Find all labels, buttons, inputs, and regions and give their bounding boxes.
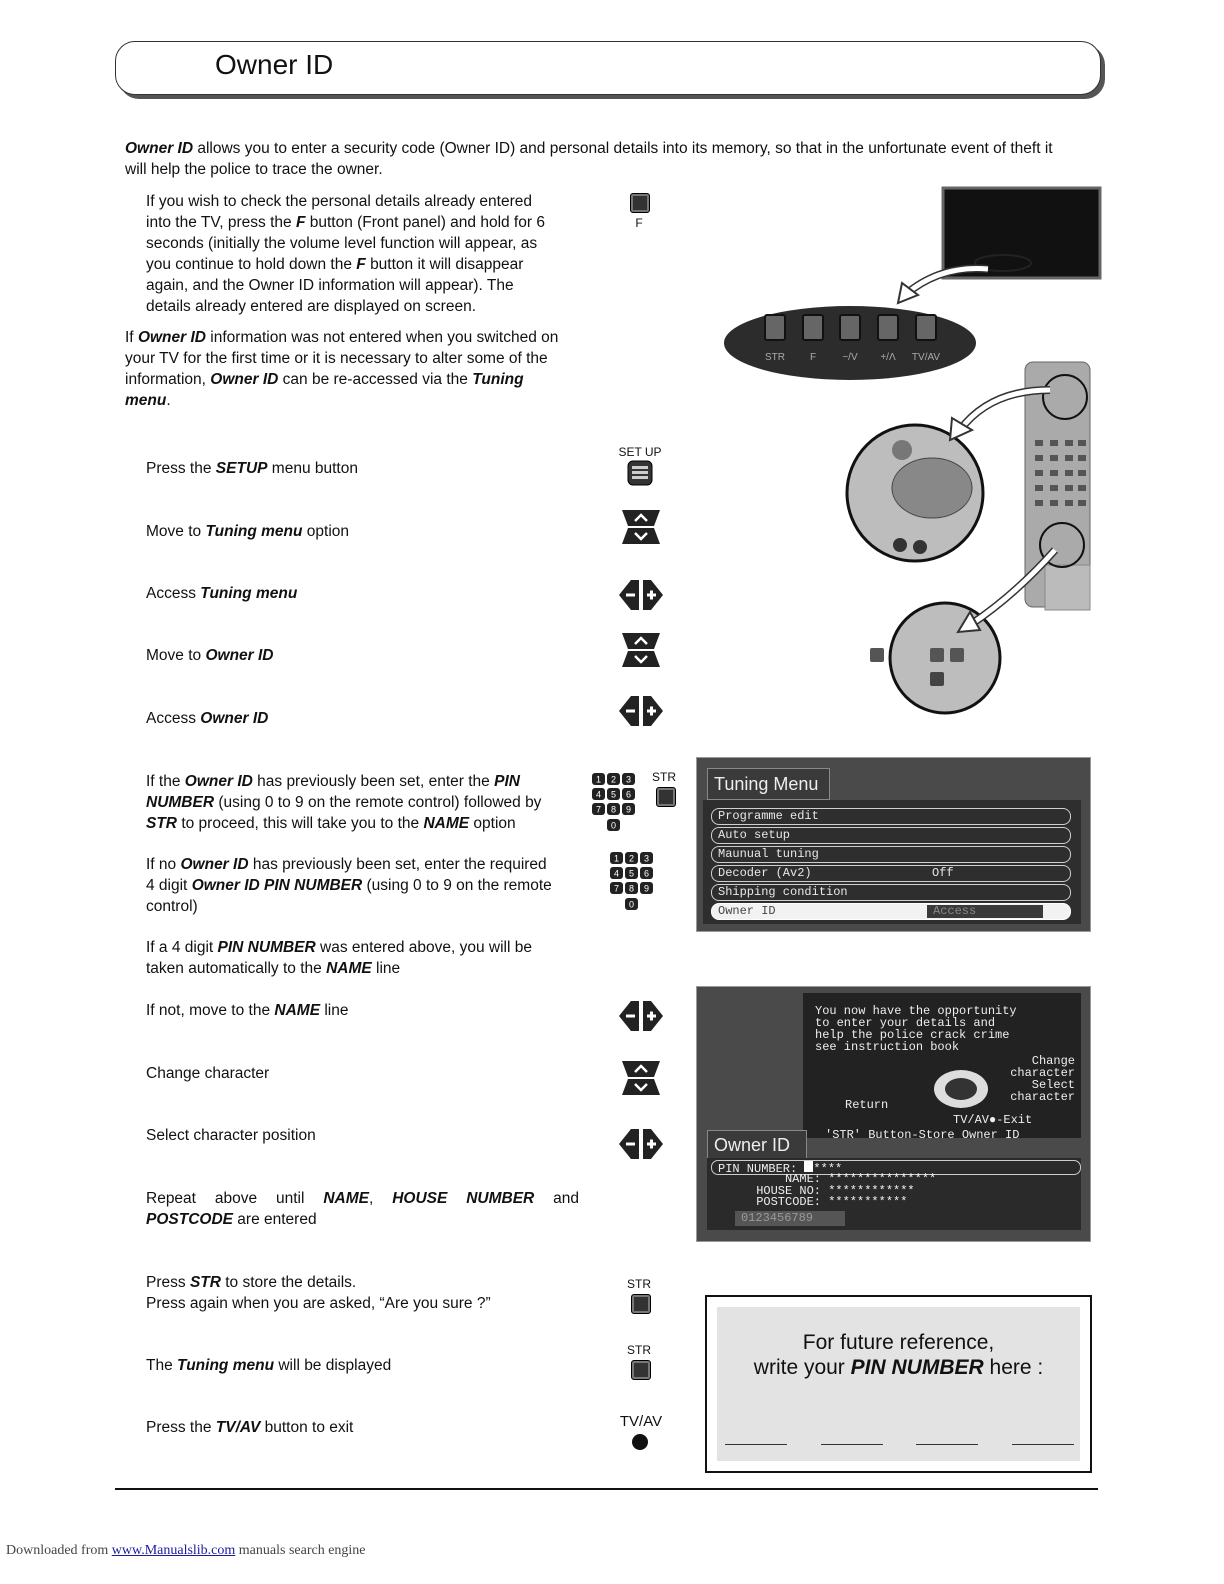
step-setup: Press the SETUP menu button — [146, 460, 358, 477]
tuning-menu-screen — [696, 757, 1091, 932]
str-label: STR — [652, 770, 676, 784]
name-row: NAME: *************** — [784, 1172, 937, 1186]
step-select-position: Select character position — [146, 1127, 316, 1144]
step-store: Press STR to store the details. Press again when you are asked, “Are you sure ?” — [146, 1274, 491, 1312]
character-selector: 0123456789 — [735, 1211, 845, 1226]
step-access-owner: Access Owner ID — [146, 710, 269, 727]
tvav-button-icon — [632, 1434, 648, 1450]
panel-label-plus: +/Λ — [880, 352, 896, 363]
step-enter-pin-existing: If the Owner ID has previously been set, enter the PIN NUMBER (using 0 to 9 on the remote control) followed by STR to proceed, this will take you to the NAME option — [146, 773, 542, 832]
panel-label-minus: −/V — [842, 352, 858, 363]
svg-text:7: 7 — [595, 804, 602, 815]
pin-blank-4 — [1012, 1444, 1074, 1445]
footer: Downloaded from www.Manualslib.com manuals search engine — [6, 1543, 366, 1558]
svg-text:1: 1 — [613, 853, 620, 864]
owner-id-header: Owner ID — [707, 1130, 807, 1160]
svg-text:6: 6 — [625, 789, 632, 800]
step-access-tuning: Access Tuning menu — [146, 585, 298, 602]
setup-button-icon — [627, 460, 653, 486]
change-character-hint: Change character Select character — [1010, 1054, 1075, 1104]
menu-row-decoder: Decoder (Av2) Off — [711, 865, 1071, 882]
svg-text:9: 9 — [643, 883, 650, 894]
step-auto-name: If a 4 digit PIN NUMBER was entered above, you will be taken automatically to the NAME line — [146, 939, 532, 977]
house-row: HOUSE NO: ************ — [756, 1184, 915, 1198]
up-down-arrows-icon — [620, 631, 662, 669]
owner-id-screen — [696, 986, 1091, 1242]
numeric-keypad-icon — [592, 773, 638, 833]
step-exit: Press the TV/AV button to exit — [146, 1419, 354, 1436]
str-button-icon — [631, 1360, 651, 1380]
menu-row-auto-setup: Auto setup — [711, 827, 1071, 844]
svg-text:1: 1 — [595, 774, 602, 785]
up-down-arrows-icon — [620, 1059, 662, 1097]
minus-plus-arrows-icon — [617, 694, 665, 728]
pin-blank-2 — [821, 1444, 883, 1445]
svg-text:6: 6 — [643, 868, 650, 879]
owner-id-info-text: You now have the opportunity to enter your details and help the police crack crime see instruction book — [815, 1004, 1017, 1054]
svg-text:3: 3 — [643, 853, 650, 864]
pin-blank-1 — [725, 1444, 787, 1445]
svg-text:5: 5 — [628, 868, 635, 879]
remote-control-illustration — [840, 360, 1095, 745]
step-move-tuning: Move to Tuning menu option — [146, 523, 350, 540]
menu-row-programme-edit: Programme edit — [711, 808, 1071, 825]
str-label: STR — [627, 1277, 651, 1291]
svg-text:8: 8 — [610, 804, 617, 815]
svg-text:3: 3 — [625, 774, 632, 785]
svg-text:2: 2 — [610, 774, 617, 785]
menu-row-shipping: Shipping condition — [711, 884, 1071, 901]
panel-label-str: STR — [765, 352, 785, 363]
manualslib-link[interactable]: www.Manualslib.com — [111, 1543, 236, 1558]
step-enter-pin-new: If no Owner ID has previously been set, enter the required 4 digit Owner ID PIN NUMBER (using 0 to 9 on the remote control) — [146, 856, 552, 915]
exit-hint: TV/AV●-Exit — [953, 1113, 1033, 1127]
svg-text:8: 8 — [628, 883, 635, 894]
setup-label: SET UP — [618, 445, 662, 459]
tuning-menu-header: Tuning Menu — [707, 768, 830, 800]
menu-row-manual-tuning: Maunual tuning — [711, 846, 1071, 863]
return-hint: Return — [845, 1098, 889, 1112]
step-repeat: Repeat above until NAME, HOUSE NUMBER and POSTCODE are entered — [146, 1190, 580, 1228]
tv-front-panel-illustration — [720, 185, 1105, 385]
f-button-icon — [630, 193, 650, 213]
tvav-label: TV/AV — [619, 1413, 663, 1430]
pin-blank-3 — [916, 1444, 978, 1445]
svg-text:7: 7 — [613, 883, 620, 894]
minus-plus-arrows-icon — [617, 578, 665, 612]
numeric-keypad-icon — [610, 852, 656, 912]
check-paragraph: If you wish to check the personal details already entered into the TV, press the F button (Front panel) and hold for 6 seconds (initially the volume level function will appear, as you continue to hold down the F button it will disappear again, and the Owner ID information will appear). The details already entered are displayed on screen. — [146, 193, 545, 315]
step-move-name: If not, move to the NAME line — [146, 1002, 349, 1019]
menu-row-owner-id: Owner ID Access — [711, 903, 1071, 920]
step-change-character: Change character — [146, 1065, 270, 1082]
panel-label-f: F — [809, 352, 817, 363]
svg-text:4: 4 — [613, 868, 620, 879]
svg-text:9: 9 — [625, 804, 632, 815]
postcode-row: POSTCODE: *********** — [756, 1195, 908, 1209]
minus-plus-arrows-icon — [617, 1127, 665, 1161]
svg-text:2: 2 — [628, 853, 635, 864]
svg-text:5: 5 — [610, 789, 617, 800]
pin-reference-box — [705, 1295, 1092, 1473]
intro-paragraph: Owner ID allows you to enter a security code (Owner ID) and personal details into its memory, so that in the unfortunate event of theft it will help the police to trace the owner. — [125, 140, 1053, 178]
str-button-icon — [631, 1294, 651, 1314]
str-button-icon — [656, 787, 676, 807]
step-tuning-displayed: The Tuning menu will be displayed — [146, 1357, 392, 1374]
str-label: STR — [627, 1343, 651, 1357]
page-title: Owner ID — [215, 49, 334, 80]
f-label: F — [635, 216, 643, 230]
pin-reference-text: For future reference, write your PIN NUMBER here : — [753, 1331, 1044, 1379]
reaccess-paragraph: If Owner ID information was not entered when you switched on your TV for the first time or it is necessary to alter some of the information, Owner ID can be re-accessed via the Tuning menu. — [125, 329, 559, 409]
bottom-rule — [115, 1488, 1098, 1490]
navigation-pad-icon — [933, 1069, 989, 1109]
svg-text:4: 4 — [595, 789, 602, 800]
svg-text:0: 0 — [610, 820, 617, 831]
minus-plus-arrows-icon — [617, 999, 665, 1033]
step-move-owner: Move to Owner ID — [146, 647, 274, 664]
store-hint: 'STR' Button-Store Owner ID — [825, 1128, 1020, 1142]
svg-text:0: 0 — [628, 899, 635, 910]
pin-number-row: PIN NUMBER: **** — [711, 1160, 1081, 1175]
panel-label-tvav: TV/AV — [911, 352, 941, 363]
up-down-arrows-icon — [620, 508, 662, 546]
